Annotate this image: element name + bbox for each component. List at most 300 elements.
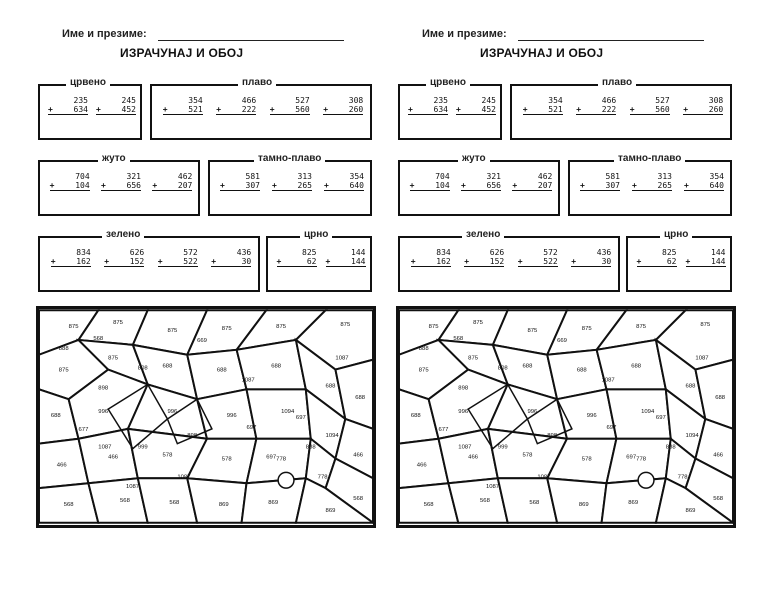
addend-bottom [686, 257, 726, 267]
region-number: 669 [197, 337, 207, 344]
plus-sign: + [683, 105, 689, 114]
region-number: 688 [685, 383, 696, 390]
region-number: 1094 [281, 409, 295, 416]
region-number: 1094 [685, 432, 699, 439]
region-number: 888 [418, 345, 429, 352]
addend-bottom [163, 105, 203, 115]
region-number: 898 [98, 385, 109, 392]
addition-problem [50, 172, 90, 191]
addend-value: 634 [433, 105, 448, 114]
region-number: 578 [221, 456, 232, 463]
color-group-crno [626, 229, 732, 292]
addend-top: 144 [351, 248, 366, 257]
addend-top: 354 [188, 96, 203, 105]
region-number: 996 [586, 413, 597, 419]
addend-top: 462 [177, 172, 193, 181]
color-label: жуто [458, 153, 490, 164]
region-number: 568 [63, 501, 74, 508]
color-group-zuto [38, 153, 200, 216]
region-number: 888 [58, 345, 69, 352]
region-number: 869 [325, 507, 336, 514]
region-number: 1087 [98, 444, 112, 451]
addition-problem [523, 96, 563, 115]
plus-sign: + [272, 181, 277, 190]
addition-problem [324, 172, 364, 191]
addend-bottom [211, 257, 251, 267]
plus-sign: + [456, 105, 461, 114]
region-number: 869 [628, 499, 639, 506]
snail-shell [278, 472, 294, 488]
region-number: 697 [626, 454, 637, 461]
plus-sign: + [220, 181, 225, 190]
addend-value: 522 [543, 257, 558, 266]
plus-sign: + [576, 105, 582, 114]
region-number: 697 [266, 454, 277, 461]
addend-value: 222 [601, 105, 617, 114]
addend-bottom [48, 105, 88, 115]
addend-top: 704 [435, 172, 450, 181]
worksheet-right [360, 0, 744, 594]
region-number: 669 [557, 337, 567, 344]
addition-problem [408, 96, 448, 115]
region-number: 688 [715, 395, 726, 402]
region-number: 898 [187, 432, 198, 439]
plus-sign: + [632, 181, 637, 190]
addend-value: 104 [435, 181, 450, 190]
addend-bottom [152, 181, 192, 191]
region-number: 869 [268, 499, 279, 506]
addend-top: 354 [548, 96, 563, 105]
addend-bottom [277, 257, 317, 267]
addend-top: 825 [662, 248, 677, 257]
addend-top: 527 [655, 96, 670, 105]
region-number: 778 [317, 474, 328, 481]
plus-sign: + [101, 181, 106, 190]
color-group-plavo [150, 77, 372, 140]
region-number: 688 [50, 413, 61, 419]
addend-bottom [104, 257, 144, 267]
addition-problem [686, 248, 726, 267]
addend-value: 30 [601, 257, 612, 266]
region-number: 578 [162, 452, 173, 459]
region-number: 568 [713, 496, 724, 503]
addend-value: 260 [708, 105, 724, 114]
addend-value: 640 [349, 181, 364, 190]
plus-sign: + [685, 257, 691, 266]
region-number: 875 [428, 324, 439, 331]
addition-problem [684, 172, 724, 191]
region-number: 466 [56, 462, 67, 469]
region-number: 466 [468, 454, 479, 461]
region-number: 996 [458, 409, 469, 416]
color-label: плаво [598, 77, 636, 88]
addend-bottom [411, 257, 451, 267]
region-number: 1087 [241, 377, 255, 384]
addend-bottom [683, 105, 723, 115]
region-number: 568 [453, 335, 464, 342]
addend-bottom [216, 105, 256, 115]
addend-value: 260 [348, 105, 364, 114]
region-number: 688 [271, 363, 282, 370]
worksheet-title: ИЗРАЧУНАЈ И ОБОЈ [120, 46, 244, 60]
plus-sign: + [684, 181, 689, 190]
addition-problem [272, 172, 312, 191]
addend-bottom [158, 257, 198, 267]
plus-sign: + [157, 257, 163, 266]
addition-problem [456, 96, 496, 115]
addend-top: 527 [295, 96, 310, 105]
color-label: црвено [426, 77, 470, 88]
plus-sign: + [216, 105, 222, 114]
addend-bottom [512, 181, 552, 191]
addend-value: 265 [297, 181, 312, 190]
region-number: 869 [685, 507, 696, 514]
addend-top: 462 [537, 172, 553, 181]
addend-value: 144 [351, 257, 366, 266]
plus-sign: + [410, 257, 416, 266]
addition-problem [683, 96, 723, 115]
region-number: 778 [677, 474, 688, 481]
color-group-zuto [398, 153, 560, 216]
addition-problem [410, 172, 450, 191]
region-number: 999 [497, 444, 508, 451]
addend-value: 30 [241, 257, 252, 266]
region-number: 875 [581, 326, 592, 333]
addend-value: 452 [481, 105, 496, 114]
region-number: 888 [305, 444, 316, 451]
plus-sign: + [325, 257, 331, 266]
picture-region[interactable] [547, 478, 606, 522]
plus-sign: + [50, 257, 56, 266]
addend-bottom [630, 105, 670, 115]
addition-problem [512, 172, 552, 191]
addend-bottom [632, 181, 672, 191]
region-number: 677 [438, 426, 449, 433]
addend-value: 560 [655, 105, 670, 114]
addend-bottom [50, 181, 90, 191]
addition-problem [96, 96, 136, 115]
name-line[interactable] [518, 40, 704, 41]
region-number: 568 [353, 496, 364, 503]
region-number: 875 [113, 320, 123, 327]
addend-top: 834 [436, 248, 451, 257]
region-number: 688 [162, 363, 173, 370]
picture-regions [399, 309, 733, 525]
color-label: тамно-плаво [254, 153, 325, 164]
addend-value: 144 [711, 257, 726, 266]
addend-value: 104 [75, 181, 90, 190]
region-number: 875 [473, 320, 483, 327]
addend-top: 308 [348, 96, 364, 105]
region-number: 568 [169, 499, 180, 506]
plus-sign: + [96, 105, 101, 114]
region-number: 697 [606, 424, 617, 431]
region-number: 875 [276, 324, 287, 331]
region-number: 875 [58, 367, 69, 374]
region-number: 688 [410, 413, 421, 419]
region-number: 568 [423, 501, 434, 508]
addition-problem [104, 248, 144, 267]
addend-bottom [323, 105, 363, 115]
region-number: 568 [93, 335, 104, 342]
region-number: 875 [221, 326, 232, 333]
addend-value: 152 [129, 257, 145, 266]
region-number: 778 [276, 456, 287, 463]
addend-value: 452 [121, 105, 136, 114]
addend-top: 466 [601, 96, 617, 105]
addend-bottom [456, 105, 496, 115]
addend-bottom [461, 181, 501, 191]
color-label: црно [660, 229, 692, 240]
addend-value: 640 [709, 181, 724, 190]
addend-top: 704 [75, 172, 90, 181]
addition-problem [48, 96, 88, 115]
addend-value: 522 [183, 257, 198, 266]
region-number: 1087 [537, 474, 551, 481]
addend-value: 162 [436, 257, 451, 266]
plus-sign: + [269, 105, 275, 114]
addend-top: 466 [241, 96, 257, 105]
addend-bottom [101, 181, 141, 191]
region-number: 875 [636, 324, 647, 331]
addition-problem [630, 96, 670, 115]
snail-shell [638, 472, 654, 488]
plus-sign: + [276, 257, 282, 266]
plus-sign: + [211, 257, 217, 266]
color-by-number-picture[interactable] [396, 306, 736, 528]
addend-bottom [272, 181, 312, 191]
addition-problem [158, 248, 198, 267]
color-group-crveno [398, 77, 502, 140]
addend-value: 307 [245, 181, 260, 190]
plus-sign: + [517, 257, 523, 266]
region-number: 697 [655, 414, 666, 421]
region-number: 1087 [458, 444, 472, 451]
region-number: 578 [581, 456, 592, 463]
addend-value: 207 [177, 181, 193, 190]
addend-value: 521 [188, 105, 203, 114]
region-number: 996 [226, 413, 237, 419]
name-line[interactable] [158, 40, 344, 41]
region-number: 568 [120, 497, 130, 504]
addition-problem [632, 172, 672, 191]
addend-value: 222 [241, 105, 257, 114]
addend-top: 144 [711, 248, 726, 257]
addend-bottom [220, 181, 260, 191]
addend-top: 245 [121, 96, 136, 105]
addition-problem [571, 248, 611, 267]
region-number: 568 [529, 499, 540, 506]
region-number: 688 [325, 383, 336, 390]
region-number: 1087 [485, 484, 500, 491]
plus-sign: + [636, 257, 642, 266]
addend-top: 321 [486, 172, 501, 181]
addition-problem [270, 96, 310, 115]
region-number: 688 [631, 363, 642, 370]
addition-problem [637, 248, 677, 267]
addend-bottom [96, 105, 136, 115]
plus-sign: + [323, 105, 329, 114]
addend-top: 321 [126, 172, 141, 181]
plus-sign: + [409, 181, 415, 190]
region-number: 808 [137, 365, 148, 372]
plus-sign: + [512, 181, 518, 190]
addend-value: 560 [295, 105, 310, 114]
addend-value: 521 [548, 105, 563, 114]
addend-bottom [684, 181, 724, 191]
worksheet-title: ИЗРАЧУНАЈ И ОБОЈ [480, 46, 604, 60]
plus-sign: + [162, 105, 168, 114]
addition-problem [51, 248, 91, 267]
addend-value: 162 [76, 257, 91, 266]
region-number: 568 [480, 497, 490, 504]
addend-value: 62 [306, 257, 317, 266]
region-number: 888 [665, 444, 676, 451]
plus-sign: + [104, 257, 110, 266]
region-number: 1087 [125, 484, 140, 491]
addend-value: 265 [657, 181, 672, 190]
region-number: 875 [108, 355, 119, 362]
addend-top: 245 [481, 96, 496, 105]
region-number: 999 [137, 444, 148, 451]
plus-sign: + [580, 181, 585, 190]
addend-top: 436 [596, 248, 612, 257]
color-group-zeleno [38, 229, 260, 292]
addend-top: 825 [302, 248, 317, 257]
region-number: 869 [578, 501, 589, 508]
region-number: 466 [416, 462, 427, 469]
plus-sign: + [408, 105, 413, 114]
addend-value: 307 [605, 181, 620, 190]
addend-top: 581 [605, 172, 620, 181]
region-number: 875 [68, 324, 79, 331]
color-label: црно [300, 229, 332, 240]
addition-problem [461, 172, 501, 191]
color-label: тамно-плаво [614, 153, 685, 164]
region-number: 869 [218, 501, 229, 508]
region-number: 875 [167, 328, 178, 335]
region-number: 466 [108, 454, 119, 461]
addend-value: 634 [73, 105, 88, 114]
region-number: 1087 [177, 474, 191, 481]
addend-bottom [324, 181, 364, 191]
addend-bottom [464, 257, 504, 267]
addition-problem [411, 248, 451, 267]
region-number: 996 [98, 409, 109, 416]
addend-bottom [637, 257, 677, 267]
addend-top: 354 [709, 172, 724, 181]
addend-bottom [580, 181, 620, 191]
color-group-plavo [510, 77, 732, 140]
addend-top: 308 [708, 96, 724, 105]
region-number: 697 [246, 424, 257, 431]
region-number: 875 [340, 322, 351, 329]
addition-problem [464, 248, 504, 267]
region-number: 875 [527, 328, 538, 335]
region-number: 875 [418, 367, 429, 374]
addend-bottom [270, 105, 310, 115]
addend-top: 436 [236, 248, 252, 257]
region-number: 1094 [641, 409, 655, 416]
color-group-tamnoplavo [568, 153, 732, 216]
addition-problem [163, 96, 203, 115]
color-group-zeleno [398, 229, 620, 292]
plus-sign: + [324, 181, 329, 190]
color-label: зелено [462, 229, 504, 240]
name-label: Име и презиме: [62, 28, 147, 40]
color-group-crno [266, 229, 372, 292]
region-number: 688 [216, 367, 227, 374]
picture-region[interactable] [187, 478, 246, 522]
region-number: 875 [468, 355, 479, 362]
addition-problem [323, 96, 363, 115]
region-number: 1087 [601, 377, 615, 384]
addend-top: 626 [129, 248, 145, 257]
addition-problem [101, 172, 141, 191]
addition-problem [220, 172, 260, 191]
color-label: жуто [98, 153, 130, 164]
region-number: 996 [527, 409, 538, 416]
name-label: Име и презиме: [422, 28, 507, 40]
addend-top: 235 [433, 96, 448, 105]
region-number: 688 [522, 363, 533, 370]
plus-sign: + [629, 105, 635, 114]
addend-bottom [51, 257, 91, 267]
addend-bottom [408, 105, 448, 115]
addend-top: 354 [349, 172, 364, 181]
region-number: 688 [576, 367, 587, 374]
addend-bottom [518, 257, 558, 267]
plus-sign: + [461, 181, 466, 190]
region-number: 1087 [335, 355, 349, 362]
region-number: 996 [167, 409, 178, 416]
region-number: 688 [355, 395, 366, 402]
addend-bottom [576, 105, 616, 115]
plus-sign: + [522, 105, 528, 114]
color-group-crveno [38, 77, 142, 140]
addend-value: 656 [126, 181, 141, 190]
color-label: зелено [102, 229, 144, 240]
plus-sign: + [49, 181, 55, 190]
color-label: црвено [66, 77, 110, 88]
addend-value: 152 [489, 257, 505, 266]
region-number: 466 [713, 452, 724, 459]
addend-value: 62 [666, 257, 677, 266]
color-group-tamnoplavo [208, 153, 372, 216]
addition-problem [216, 96, 256, 115]
color-by-number-picture[interactable] [36, 306, 376, 528]
addend-top: 834 [76, 248, 91, 257]
addend-top: 235 [73, 96, 88, 105]
region-number: 1087 [695, 355, 709, 362]
region-number: 898 [458, 385, 469, 392]
region-number: 1094 [325, 432, 339, 439]
addend-value: 207 [537, 181, 553, 190]
region-number: 778 [636, 456, 647, 463]
plus-sign: + [571, 257, 577, 266]
addition-problem [152, 172, 192, 191]
region-number: 875 [700, 322, 711, 329]
picture-regions [39, 309, 373, 525]
addition-problem [518, 248, 558, 267]
addend-value: 656 [486, 181, 501, 190]
addition-problem [211, 248, 251, 267]
addend-top: 626 [489, 248, 505, 257]
addition-problem [580, 172, 620, 191]
addend-top: 313 [297, 172, 312, 181]
region-number: 697 [295, 414, 306, 421]
region-number: 898 [547, 432, 558, 439]
